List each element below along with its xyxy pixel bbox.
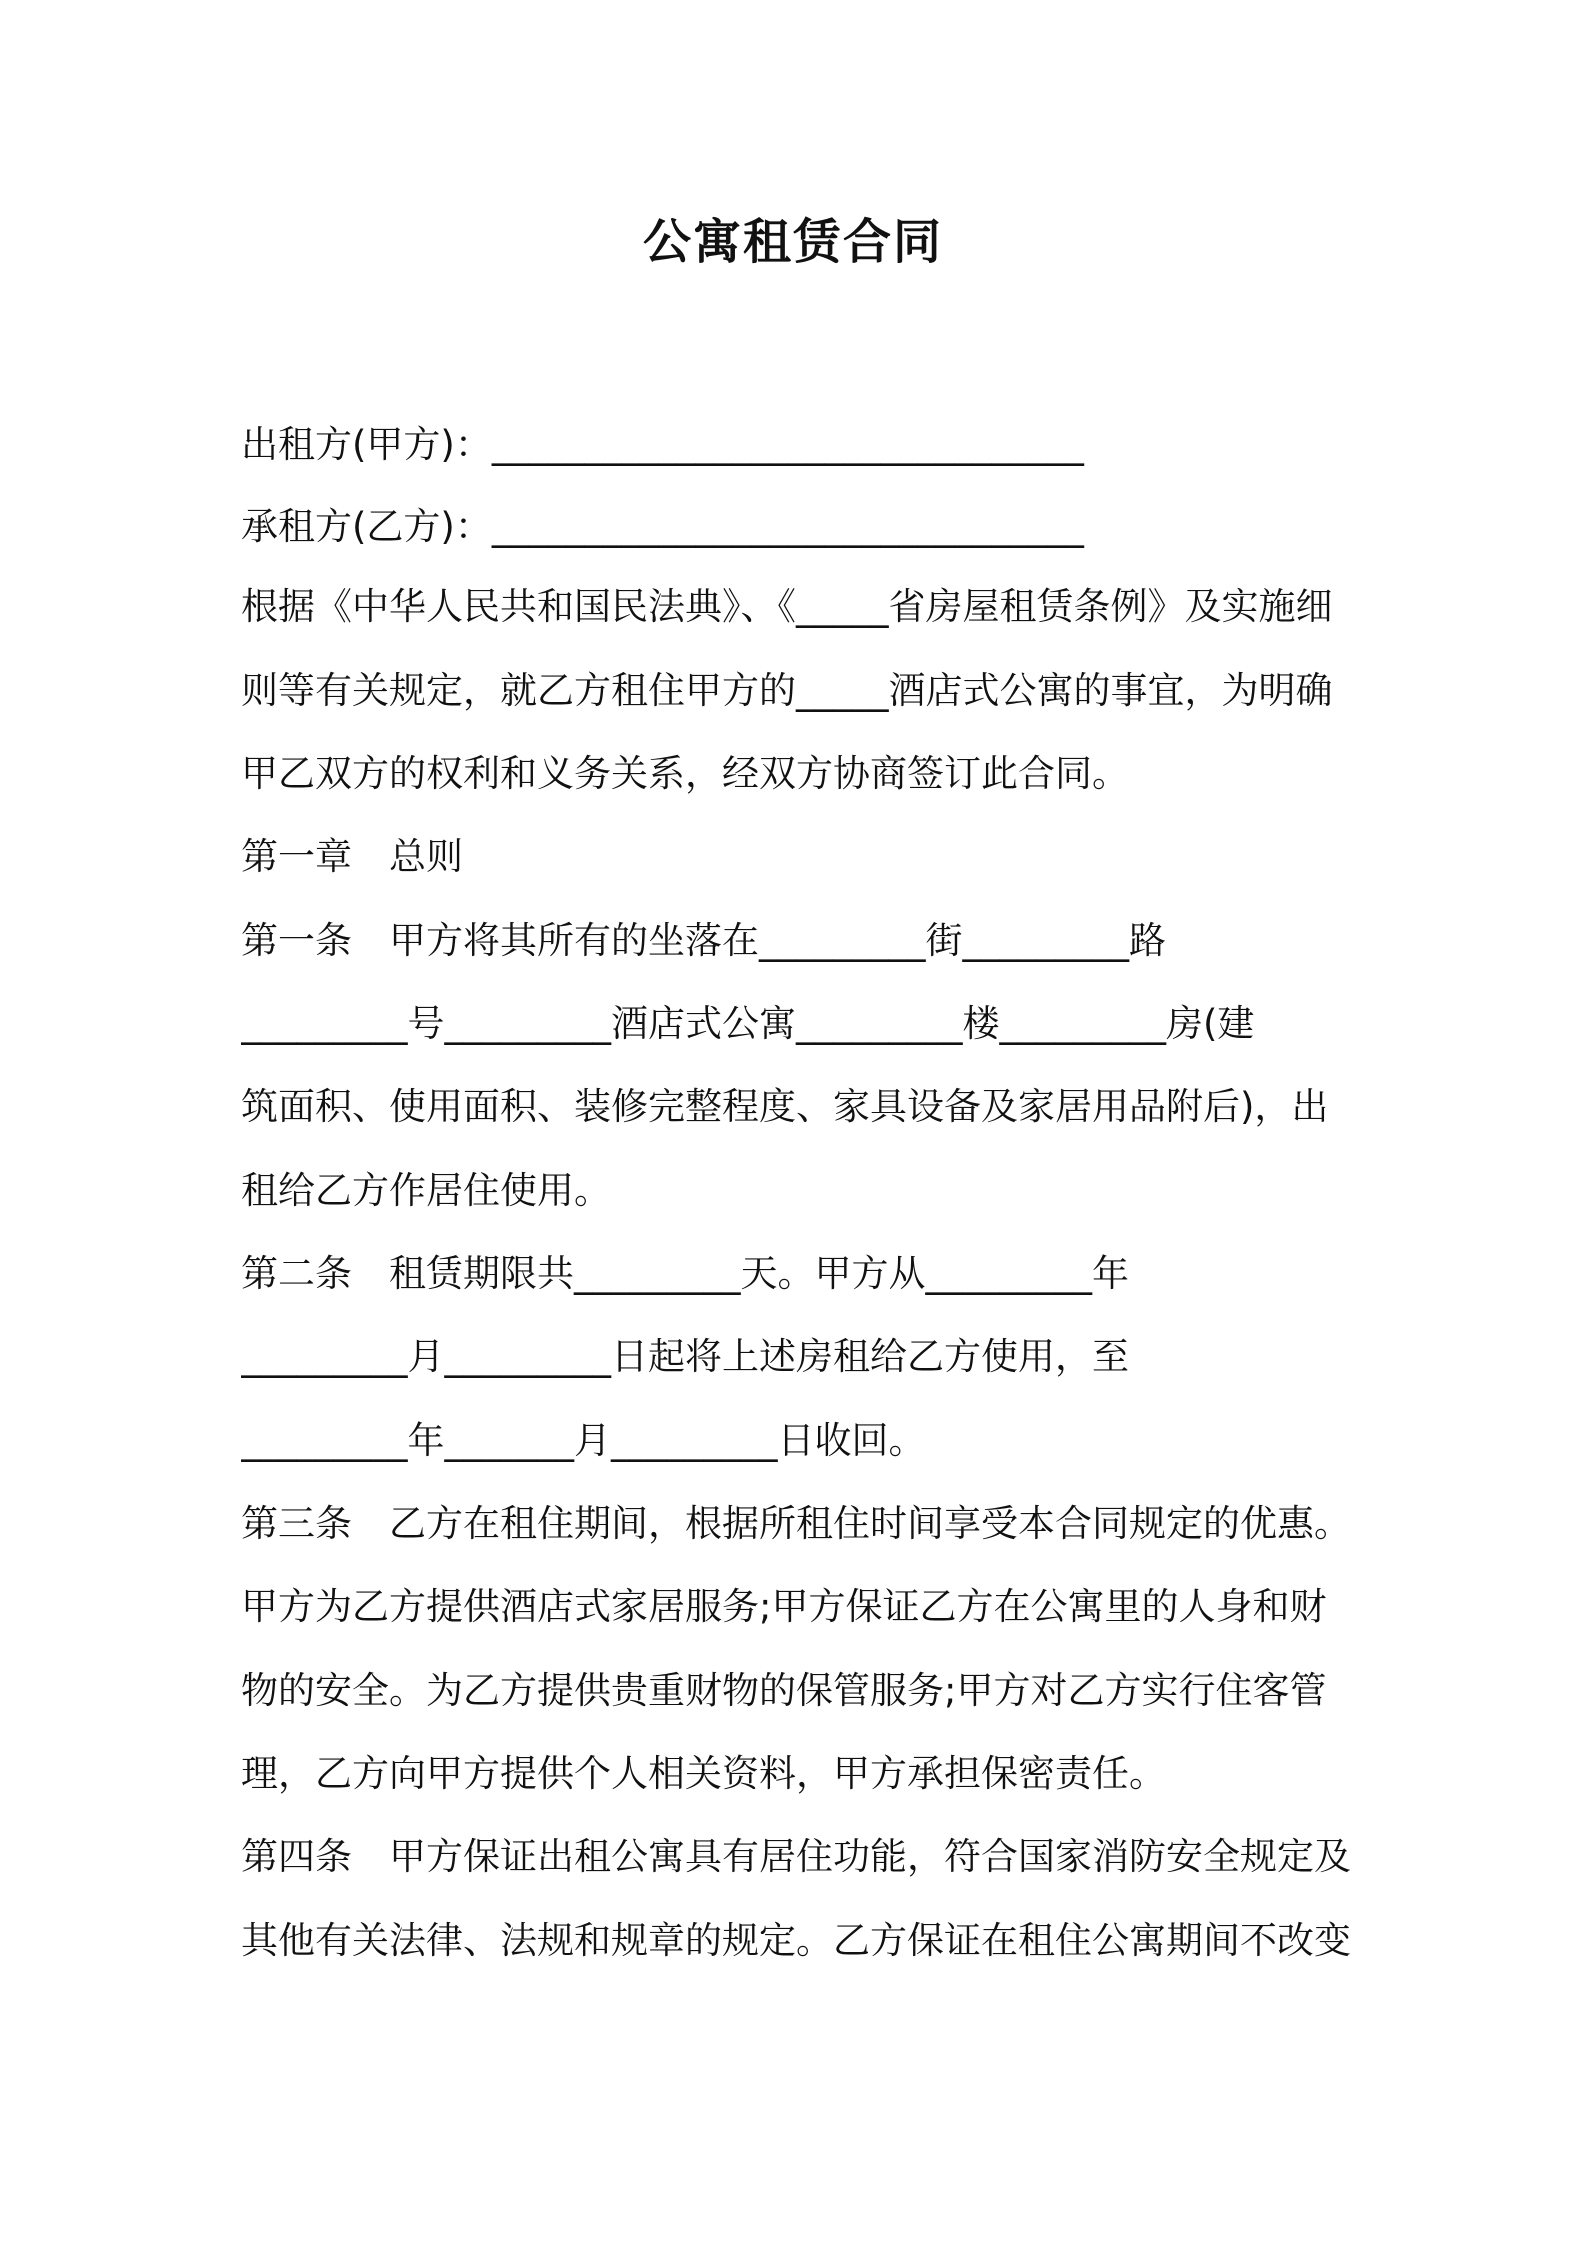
article-3-line-1: 第三条 乙方在租住期间，根据所租住时间享受本合同规定的优惠。 — [241, 1502, 1351, 1545]
preamble-line-2: 则等有关规定，就乙方租住甲方的_____酒店式公寓的事宜，为明确 — [241, 669, 1333, 712]
article-2-line-2: _________月_________日起将上述房租给乙方使用，至 — [241, 1335, 1129, 1378]
article-2-line-3: _________年_______月_________日收回。 — [241, 1419, 926, 1462]
article-1-line-1: 第一条 甲方将其所有的坐落在_________街_________路 — [241, 919, 1166, 962]
article-1-line-2: _________号_________酒店式公寓_________楼_________房(建 — [241, 1002, 1255, 1045]
preamble-line-1: 根据《中华人民共和国民法典》、《_____省房屋租赁条例》及实施细 — [241, 585, 1333, 628]
article-1-line-3: 筑面积、使用面积、装修完整程度、家具设备及家居用品附后)，出 — [241, 1085, 1329, 1128]
preamble-line-3: 甲乙双方的权利和义务关系，经双方协商签订此合同。 — [241, 752, 1129, 795]
document-title: 公寓租赁合同 — [642, 214, 943, 270]
article-4-line-2: 其他有关法律、法规和规章的规定。乙方保证在租住公寓期间不改变 — [241, 1919, 1351, 1962]
article-3-line-2: 甲方为乙方提供酒店式家居服务;甲方保证乙方在公寓里的人身和财 — [241, 1585, 1327, 1628]
lessor-line: 出租方(甲方)：________________________________ — [241, 423, 1084, 466]
chapter-heading: 第一章 总则 — [241, 835, 463, 878]
lessee-line: 承租方(乙方)：________________________________ — [241, 505, 1084, 548]
article-1-line-4: 租给乙方作居住使用。 — [241, 1169, 611, 1212]
article-3-line-3: 物的安全。为乙方提供贵重财物的保管服务;甲方对乙方实行住客管 — [241, 1669, 1327, 1712]
article-3-line-4: 理，乙方向甲方提供个人相关资料，甲方承担保密责任。 — [241, 1752, 1166, 1795]
article-2-line-1: 第二条 租赁期限共_________天。甲方从_________年 — [241, 1252, 1129, 1295]
article-4-line-1: 第四条 甲方保证出租公寓具有居住功能，符合国家消防安全规定及 — [241, 1835, 1351, 1878]
